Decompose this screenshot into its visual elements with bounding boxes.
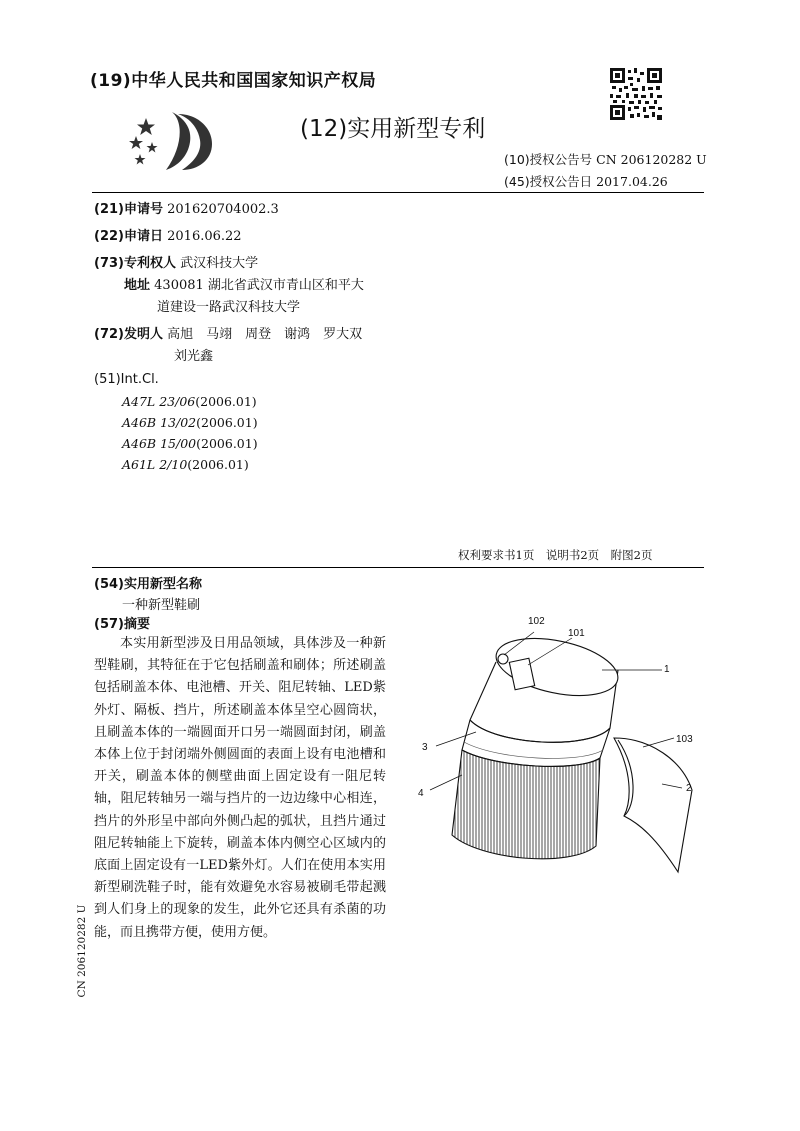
office-logo <box>126 108 218 174</box>
patentee: (73)专利权人 武汉科技大学 <box>94 256 259 271</box>
inventors-line-2: 刘光鑫 <box>174 349 214 364</box>
pub-number-row <box>504 150 707 168</box>
pub-number-label: (10)授权公告号 <box>504 152 593 167</box>
patent-type: (12)实用新型专利 <box>300 116 486 142</box>
inventors: (72)发明人 高旭 马翊 周登 谢鸿 罗大双 <box>94 327 363 342</box>
address: 地址 430081 湖北省武汉市青山区和平大 <box>124 278 364 293</box>
pub-date-label: (45)授权公告日 <box>504 174 593 189</box>
ipc-class-3: A46B 15/00(2006.01) <box>122 436 258 451</box>
ipc-class-2: A46B 13/02(2006.01) <box>122 415 258 430</box>
figure-label-2: 2 <box>686 783 692 794</box>
figure-label-102: 102 <box>528 616 545 627</box>
utility-model-title: 一种新型鞋刷 <box>122 598 201 613</box>
utility-model-title-label: (54)实用新型名称 <box>94 577 202 592</box>
abstract-figure <box>400 610 710 880</box>
figure-label-101: 101 <box>568 628 585 639</box>
int-cl-label: (51)Int.Cl. <box>94 372 159 387</box>
abstract-label: (57)摘要 <box>94 617 150 632</box>
application-number: (21)申请号 201620704002.3 <box>94 202 279 217</box>
ipc-class-1: A47L 23/06(2006.01) <box>122 394 257 409</box>
qr-code <box>610 68 662 120</box>
brush-body <box>452 629 692 872</box>
pub-date-value: 2017.04.26 <box>596 174 668 189</box>
figure-label-4: 4 <box>418 788 424 799</box>
ipc-class-4: A61L 2/10(2006.01) <box>122 457 249 472</box>
figure-label-103: 103 <box>676 734 693 745</box>
abstract-text: 本实用新型涉及日用品领域，具体涉及一种新型鞋刷，其特征在于它包括刷盖和刷体；所述刷盖包括刷盖本体、电池槽、开关、阻尼转轴、LED紫外灯、隔板、挡片，所述刷盖本体呈空心圆筒状，且刷盖本体的一端圆面开口另一端圆面封闭，刷盖本体上位于封闭端外侧圆面的表面上设有电池槽和开关，刷盖本体的侧壁曲面上固定设有一阻尼转轴，阻尼转轴另一端与挡片的一边边缘中心相连，挡片的外形呈中部向外侧凸起的弧状，且挡片通过阻尼转轴能上下旋转，刷盖本体内侧空心区域内的底面上固定设有一LED紫外灯。人们在使用本实用新型刷洗鞋子时，能有效避免水容易被刷毛带起溅到人们身上的现象的发生，此外它还具有杀菌的功能，而且携带方便，使用方便。 <box>94 636 386 940</box>
application-date: (22)申请日 2016.06.22 <box>94 229 242 244</box>
pub-date-row <box>504 172 668 190</box>
side-publication-id: CN 206120282 U <box>76 904 88 998</box>
figure-label-1: 1 <box>664 664 670 675</box>
section-rule <box>92 567 704 568</box>
pages-info: 权利要求书1页 说明书2页 附图2页 <box>458 548 653 562</box>
figure-label-3: 3 <box>422 742 428 753</box>
pub-number-value: CN 206120282 U <box>596 152 707 167</box>
address-line-2: 道建设一路武汉科技大学 <box>157 300 301 315</box>
office-name: (19)中华人民共和国国家知识产权局 <box>90 71 377 91</box>
header-rule <box>92 192 704 193</box>
